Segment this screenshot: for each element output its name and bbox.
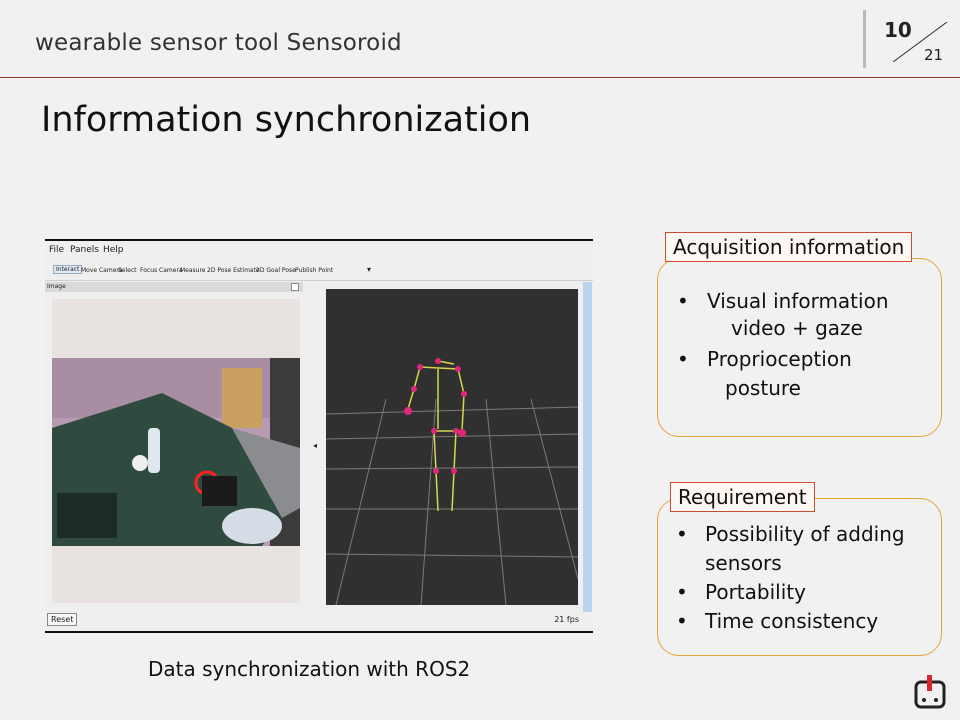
bullet-icon: • [676,580,688,604]
tool-bar [45,260,593,281]
image-panel-header [45,282,303,292]
chevron-down-icon[interactable]: ▾ [367,265,372,274]
tool-publish-point[interactable]: Publish Point [295,267,334,274]
bullet-icon: • [676,522,688,546]
header-divider [863,10,866,68]
tool-interact[interactable]: Interact [53,265,82,274]
requirement-item-sensors: sensors [705,551,782,575]
acquisition-item-visual-sub: video + gaze [731,316,863,340]
requirement-item-time: Time consistency [705,609,879,633]
menu-bar [45,241,593,258]
scrollbar[interactable] [583,282,592,612]
tool-2d-pose-estimate[interactable]: 2D Pose Estimate [207,267,260,274]
bullet-icon: • [676,609,688,633]
image-panel-label: Image [47,283,66,290]
requirement-tag: Requirement [670,482,815,512]
tool-select[interactable]: Select [118,267,137,274]
header-title: wearable sensor tool Sensoroid [35,30,402,56]
menu-panels[interactable]: Panels [70,245,99,255]
header-rule [0,77,960,78]
bullet-icon: • [677,347,689,371]
requirement-item-adding: Possibility of adding [705,522,905,546]
slide-title: Information synchronization [41,100,532,140]
tool-2d-goal-pose[interactable]: 2D Goal Pose [256,267,296,274]
acquisition-tag: Acquisition information [665,232,912,262]
acquisition-item-visual: Visual information [707,289,889,313]
rviz-3d-view [326,289,578,605]
panel-close-icon[interactable] [291,283,299,291]
status-bar [45,613,593,629]
logo-icon [913,673,947,709]
rviz-screenshot [45,239,593,633]
requirement-item-portability: Portability [705,580,806,604]
reset-button[interactable]: Reset [47,613,77,626]
acquisition-item-proprioception-sub: posture [725,376,801,400]
fps-readout: 21 fps [554,615,579,624]
acquisition-item-proprioception: Proprioception [707,347,852,371]
tool-move-camera[interactable]: Move Camera [81,267,123,274]
page-number-current: 10 [884,18,912,42]
camera-image [52,358,300,546]
page-number-total: 21 [924,46,944,64]
menu-help[interactable]: Help [103,245,124,255]
tool-focus-camera[interactable]: Focus Camera [140,267,183,274]
tool-measure[interactable]: Measure [180,267,206,274]
menu-file[interactable]: File [49,245,65,255]
figure-caption: Data synchronization with ROS2 [148,657,471,681]
bullet-icon: • [677,289,689,313]
collapse-left-icon[interactable]: ◂ [313,441,318,450]
